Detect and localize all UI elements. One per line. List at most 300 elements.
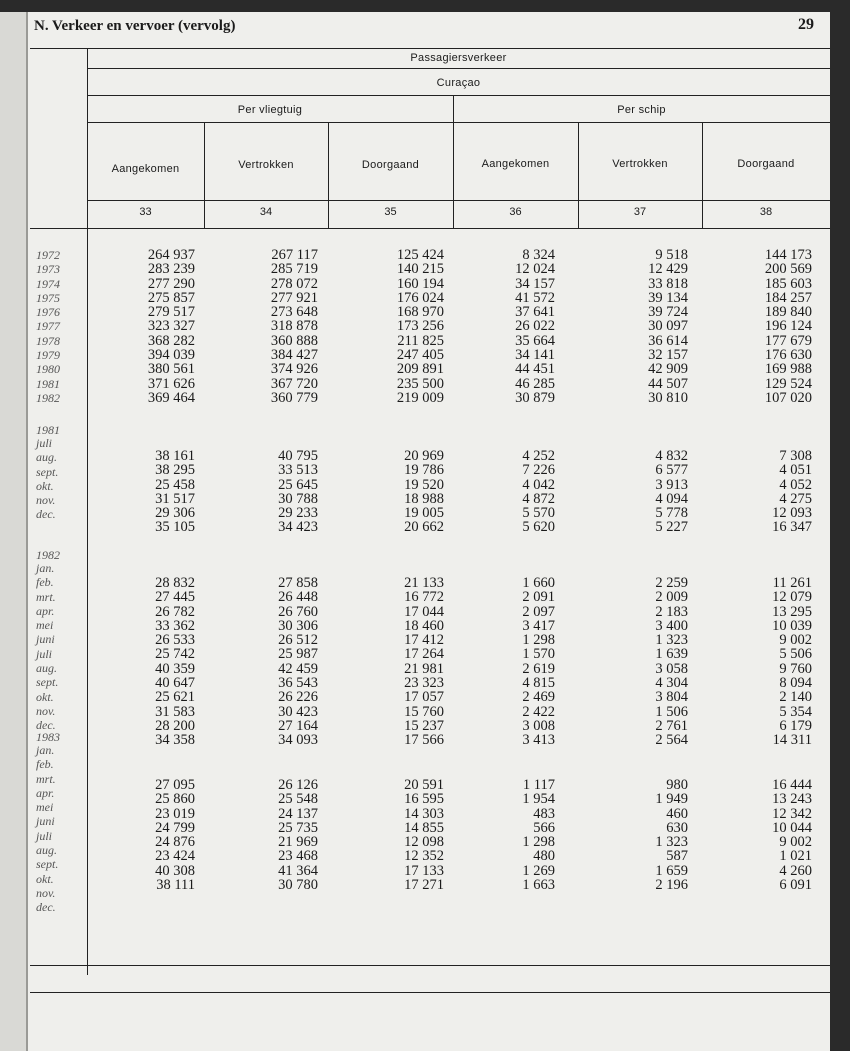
row-label: okt.	[36, 478, 54, 493]
table-cell: 38 161	[155, 448, 195, 464]
table-cell: 184 257	[764, 289, 812, 306]
table-cell: 4 042	[522, 476, 555, 493]
table-cell: 1 269	[522, 862, 555, 879]
table-cell: 125 424	[396, 247, 444, 263]
table-cell: 2 097	[522, 603, 555, 620]
table-cell: 394 039	[147, 347, 195, 364]
table-cell: 277 290	[147, 275, 195, 292]
table-cell: 2 564	[655, 732, 688, 749]
table-cell: 279 517	[147, 304, 195, 321]
row-label: 1977	[36, 319, 60, 334]
table-cell: 26 448	[278, 589, 318, 606]
row-label: sept.	[36, 675, 59, 690]
rule	[87, 95, 830, 96]
table-cell: 9 002	[779, 834, 812, 851]
table-cell: 7 226	[522, 462, 555, 479]
row-label: juli	[36, 646, 53, 661]
table-cell: 7 308	[779, 448, 812, 464]
table-cell: 12 024	[515, 261, 555, 278]
table-cell: 4 051	[779, 462, 812, 479]
table-cell: 6 091	[779, 877, 812, 894]
table-cell: 24 876	[155, 834, 195, 851]
row-label: 1978	[36, 333, 60, 348]
table-cell: 380 561	[147, 361, 195, 378]
table-cell: 4 832	[655, 448, 688, 464]
table-cell: 16 595	[404, 791, 444, 808]
table-cell: 24 137	[278, 805, 318, 822]
column-header: Doorgaand	[361, 159, 420, 171]
row-label: 1973	[36, 262, 60, 277]
table-cell: 360 888	[270, 332, 318, 349]
table-cell: 16 772	[404, 589, 444, 606]
table-cell: 8 094	[779, 675, 812, 692]
table-cell: 12 093	[772, 505, 812, 522]
table-cell: 2 761	[655, 717, 688, 734]
table-cell: 219 009	[396, 389, 444, 406]
table-cell: 11 261	[772, 575, 812, 591]
table-cell: 40 359	[155, 660, 195, 677]
row-label: aug.	[36, 843, 57, 858]
table-cell: 200 569	[764, 261, 812, 278]
table-cell: 30 423	[278, 703, 318, 720]
row-label: mei	[36, 800, 54, 815]
table-cell: 34 141	[515, 347, 555, 364]
table-cell: 1 660	[522, 575, 555, 591]
table-cell: 483	[533, 805, 555, 822]
table-cell: 13 243	[772, 791, 812, 808]
table-cell: 3 804	[655, 689, 688, 706]
row-label: juli	[36, 436, 53, 450]
table-cell: 44 507	[648, 375, 688, 392]
table-cell: 30 306	[278, 617, 318, 634]
table-cell: 28 832	[155, 575, 195, 591]
column-header: Aangekomen	[481, 158, 550, 170]
table-cell: 24 799	[155, 819, 195, 836]
table-row	[0, 248, 830, 262]
table-cell: 27 445	[155, 589, 195, 606]
row-label: 1979	[36, 348, 60, 363]
table-cell: 160 194	[396, 275, 444, 292]
table-cell: 30 780	[278, 877, 318, 894]
table-cell: 27 164	[278, 717, 318, 734]
table-cell: 23 019	[155, 805, 195, 822]
table-cell: 34 423	[278, 519, 318, 536]
table-cell: 360 779	[270, 389, 318, 406]
row-label: juni	[36, 814, 55, 829]
table-cell: 5 570	[522, 505, 555, 522]
row-label: 1974	[36, 276, 60, 291]
table-cell: 168 970	[396, 304, 444, 321]
table-cell: 19 005	[404, 505, 444, 522]
table-cell: 36 614	[648, 332, 688, 349]
row-label: apr.	[36, 603, 55, 618]
table-cell: 4 052	[779, 476, 812, 493]
table-cell: 630	[666, 819, 688, 836]
table-cell: 26 022	[515, 318, 555, 335]
table-cell: 19 520	[404, 476, 444, 493]
row-label: nov.	[36, 885, 56, 900]
table-cell: 140 215	[396, 261, 444, 278]
table-cell: 14 855	[404, 819, 444, 836]
table-cell: 40 795	[278, 448, 318, 464]
table-cell: 15 237	[404, 717, 444, 734]
row-label: feb.	[36, 575, 54, 590]
table-cell: 42 459	[278, 660, 318, 677]
row-label: 1982	[36, 390, 60, 405]
row-label: mei	[36, 618, 54, 633]
table-cell: 1 323	[655, 632, 688, 649]
table-cell: 6 577	[655, 462, 688, 479]
table-cell: 275 857	[147, 289, 195, 306]
table-row	[0, 262, 830, 276]
table-cell: 21 981	[404, 660, 444, 677]
table-cell: 9 002	[779, 632, 812, 649]
sub-header: Curaçao	[436, 77, 481, 89]
table-cell: 3 417	[522, 617, 555, 634]
table-cell: 26 512	[278, 632, 318, 649]
table-cell: 35 105	[155, 519, 195, 536]
row-label: 1980	[36, 362, 60, 377]
table-cell: 129 524	[764, 375, 812, 392]
table-cell: 2 140	[779, 689, 812, 706]
table-cell: 5 778	[655, 505, 688, 522]
table-cell: 25 548	[278, 791, 318, 808]
table-cell: 2 422	[522, 703, 555, 720]
table-row	[0, 291, 830, 305]
table-cell: 285 719	[270, 261, 318, 278]
table-cell: 27 858	[278, 575, 318, 591]
table-cell: 29 233	[278, 505, 318, 522]
table-cell: 566	[533, 819, 555, 836]
row-label: 1976	[36, 305, 60, 320]
table-cell: 25 860	[155, 791, 195, 808]
table-cell: 176 024	[396, 289, 444, 306]
table-cell: 30 810	[648, 389, 688, 406]
row-label: nov.	[36, 703, 56, 718]
table-cell: 34 093	[278, 732, 318, 749]
table-row	[0, 857, 830, 871]
table-cell: 2 009	[655, 589, 688, 606]
table-cell: 173 256	[396, 318, 444, 335]
page-bottom-rule	[30, 992, 830, 993]
row-label: okt.	[36, 871, 54, 886]
group-header: Passagiersverkeer	[410, 52, 507, 64]
table-cell: 21 133	[404, 575, 444, 591]
table-cell: 5 506	[779, 646, 812, 663]
column-number: 37	[633, 206, 647, 218]
table-cell: 28 200	[155, 717, 195, 734]
table-cell: 9 518	[655, 247, 688, 263]
table-cell: 34 358	[155, 732, 195, 749]
table-cell: 25 735	[278, 819, 318, 836]
table-cell: 5 620	[522, 519, 555, 536]
table-cell: 371 626	[147, 375, 195, 392]
table-cell: 41 572	[515, 289, 555, 306]
table-cell: 5 227	[655, 519, 688, 536]
row-label: okt.	[36, 689, 54, 704]
table-cell: 34 157	[515, 275, 555, 292]
table-cell: 4 260	[779, 862, 812, 879]
table-cell: 4 252	[522, 448, 555, 464]
group-label: 1981	[36, 423, 60, 437]
table-cell: 16 347	[772, 519, 812, 536]
table-row	[0, 305, 830, 319]
table-cell: 25 621	[155, 689, 195, 706]
table-cell: 21 969	[278, 834, 318, 851]
table-cell: 41 364	[278, 862, 318, 879]
table-cell: 3 008	[522, 717, 555, 734]
table-bottom-rule	[30, 965, 830, 966]
table-cell: 25 645	[278, 476, 318, 493]
mode-header-ship: Per schip	[617, 104, 666, 116]
rule	[87, 68, 830, 69]
table-row	[0, 377, 830, 391]
table-cell: 20 969	[404, 448, 444, 464]
table-cell: 9 760	[779, 660, 812, 677]
table-cell: 3 913	[655, 476, 688, 493]
table-cell: 1 298	[522, 834, 555, 851]
table-cell: 283 239	[147, 261, 195, 278]
table-cell: 19 786	[404, 462, 444, 479]
table-cell: 38 295	[155, 462, 195, 479]
row-label: juni	[36, 632, 55, 647]
row-label: dec.	[36, 900, 56, 915]
table-cell: 980	[666, 777, 688, 793]
table-row	[0, 886, 830, 900]
table-cell: 33 513	[278, 462, 318, 479]
table-cell: 17 044	[404, 603, 444, 620]
table-cell: 40 647	[155, 675, 195, 692]
mode-header-air: Per vliegtuig	[237, 104, 303, 116]
table-cell: 2 259	[655, 575, 688, 591]
table-cell: 44 451	[515, 361, 555, 378]
table-cell: 25 458	[155, 476, 195, 493]
table-cell: 8 324	[522, 247, 555, 263]
table-cell: 6 179	[779, 717, 812, 734]
row-label: apr.	[36, 785, 55, 800]
table-row	[0, 507, 830, 536]
table-cell: 18 460	[404, 617, 444, 634]
table-cell: 323 327	[147, 318, 195, 335]
row-label: aug.	[36, 661, 57, 676]
column-number: 38	[759, 206, 773, 218]
table-row	[0, 872, 830, 886]
table-cell: 25 742	[155, 646, 195, 663]
table-cell: 211 825	[397, 332, 444, 349]
table-cell: 176 630	[764, 347, 812, 364]
row-label: jan.	[36, 561, 55, 575]
table-cell: 196 124	[764, 318, 812, 335]
table-cell: 1 021	[779, 848, 812, 865]
table-cell: 10 039	[772, 617, 812, 634]
table-cell: 23 323	[404, 675, 444, 692]
table-cell: 39 724	[648, 304, 688, 321]
table-cell: 10 044	[772, 819, 812, 836]
group-label: 1983	[36, 730, 60, 744]
table-row	[0, 391, 830, 405]
table-cell: 4 872	[522, 490, 555, 507]
table-cell: 4 275	[779, 490, 812, 507]
table-cell: 1 663	[522, 877, 555, 894]
table-cell: 1 949	[655, 791, 688, 808]
table-cell: 26 126	[278, 777, 318, 793]
table-cell: 169 988	[764, 361, 812, 378]
table-cell: 30 788	[278, 490, 318, 507]
row-label: 1981	[36, 376, 60, 391]
table-cell: 30 879	[515, 389, 555, 406]
table-cell: 277 921	[270, 289, 318, 306]
table-cell: 37 641	[515, 304, 555, 321]
table-row	[0, 319, 830, 333]
table-cell: 17 264	[404, 646, 444, 663]
table-cell: 12 098	[404, 834, 444, 851]
table-cell: 189 840	[764, 304, 812, 321]
table-cell: 27 095	[155, 777, 195, 793]
table-cell: 39 134	[648, 289, 688, 306]
table-cell: 17 271	[404, 877, 444, 894]
table-cell: 12 429	[648, 261, 688, 278]
table-cell: 33 818	[648, 275, 688, 292]
table-cell: 107 020	[764, 389, 812, 406]
table-cell: 384 427	[270, 347, 318, 364]
table-cell: 25 987	[278, 646, 318, 663]
table-cell: 4 094	[655, 490, 688, 507]
table-cell: 144 173	[764, 247, 812, 263]
rule	[87, 200, 830, 201]
table-cell: 20 662	[404, 519, 444, 536]
table-cell: 247 405	[396, 347, 444, 364]
table-cell: 235 500	[396, 375, 444, 392]
table-cell: 13 295	[772, 603, 812, 620]
table-cell: 38 111	[156, 877, 195, 894]
table-cell: 1 570	[522, 646, 555, 663]
table-cell: 4 815	[522, 675, 555, 692]
table-cell: 17 566	[404, 732, 444, 749]
table-cell: 1 659	[655, 862, 688, 879]
table-cell: 15 760	[404, 703, 444, 720]
page-title: N. Verkeer en vervoer (vervolg)	[34, 18, 236, 34]
table-cell: 32 157	[648, 347, 688, 364]
table-cell: 3 413	[522, 732, 555, 749]
row-label: mrt.	[36, 589, 56, 604]
row-label: jan.	[36, 743, 55, 757]
table-cell: 267 117	[271, 247, 318, 263]
row-label: aug.	[36, 450, 57, 465]
table-cell: 369 464	[147, 389, 195, 406]
row-label: 1972	[36, 248, 60, 262]
row-label: sept.	[36, 464, 59, 479]
table-cell: 16 444	[772, 777, 812, 793]
column-number: 35	[384, 206, 397, 218]
table-cell: 318 878	[270, 318, 318, 335]
row-label: feb.	[36, 757, 54, 772]
header-bottom-rule	[30, 228, 830, 229]
column-number: 36	[509, 206, 522, 218]
table-cell: 480	[533, 848, 555, 865]
table-cell: 587	[666, 848, 688, 865]
table-cell: 26 533	[155, 632, 195, 649]
table-cell: 12 079	[772, 589, 812, 606]
table-cell: 368 282	[147, 332, 195, 349]
row-label: mrt.	[36, 771, 56, 786]
column-header: Vertrokken	[238, 159, 294, 171]
table-cell: 177 679	[764, 332, 812, 349]
column-header: Vertrokken	[612, 158, 668, 170]
table-cell: 42 909	[648, 361, 688, 378]
table-cell: 374 926	[270, 361, 318, 378]
table-cell: 264 937	[147, 247, 195, 263]
table-cell: 1 323	[655, 834, 688, 851]
row-label: nov.	[36, 493, 56, 508]
table-cell: 23 468	[278, 848, 318, 865]
table-row	[0, 900, 830, 914]
table-cell: 26 760	[278, 603, 318, 620]
table-cell: 14 303	[404, 805, 444, 822]
table-cell: 1 506	[655, 703, 688, 720]
table-cell: 14 311	[772, 732, 812, 749]
table-cell: 2 469	[522, 689, 555, 706]
column-number: 33	[139, 206, 152, 218]
table-cell: 23 424	[155, 848, 195, 865]
table-cell: 40 308	[155, 862, 195, 879]
table-row	[0, 277, 830, 291]
column-header: Aangekomen	[111, 163, 180, 175]
row-label: sept.	[36, 857, 59, 872]
table-cell: 26 782	[155, 603, 195, 620]
table-cell: 31 517	[155, 490, 195, 507]
table-cell: 209 891	[396, 361, 444, 378]
column-number: 34	[259, 206, 273, 218]
table-cell: 4 304	[655, 675, 688, 692]
table-cell: 29 306	[155, 505, 195, 522]
table-cell: 460	[666, 805, 688, 822]
table-cell: 26 226	[278, 689, 318, 706]
table-cell: 3 400	[655, 617, 688, 634]
table-cell: 1 298	[522, 632, 555, 649]
table-cell: 30 097	[648, 318, 688, 335]
table-cell: 5 354	[779, 703, 812, 720]
group-label: 1982	[36, 548, 60, 562]
table-cell: 367 720	[270, 375, 318, 392]
table-cell: 33 362	[155, 617, 195, 634]
table-cell: 12 352	[404, 848, 444, 865]
table-cell: 2 619	[522, 660, 555, 677]
table-cell: 12 342	[772, 805, 812, 822]
table-cell: 20 591	[404, 777, 444, 793]
row-label: juli	[36, 828, 53, 843]
table-cell: 17 412	[404, 632, 444, 649]
table-cell: 3 058	[655, 660, 688, 677]
table-cell: 36 543	[278, 675, 318, 692]
table-cell: 185 603	[764, 275, 812, 292]
rule	[87, 122, 830, 123]
row-label: dec.	[36, 718, 56, 733]
table-cell: 17 057	[404, 689, 444, 706]
table-cell: 273 648	[270, 304, 318, 321]
page-number: 29	[798, 16, 814, 33]
table-cell: 2 196	[655, 877, 688, 894]
table-cell: 2 183	[655, 603, 688, 620]
row-label: dec.	[36, 507, 56, 522]
table-cell: 18 988	[404, 490, 444, 507]
table-cell: 278 072	[270, 275, 318, 292]
table-cell: 46 285	[515, 375, 555, 392]
table-cell: 17 133	[404, 862, 444, 879]
column-header: Doorgaand	[737, 158, 795, 170]
table-cell: 1 639	[655, 646, 688, 663]
table-cell: 1 954	[522, 791, 555, 808]
table-cell: 35 664	[515, 332, 555, 349]
